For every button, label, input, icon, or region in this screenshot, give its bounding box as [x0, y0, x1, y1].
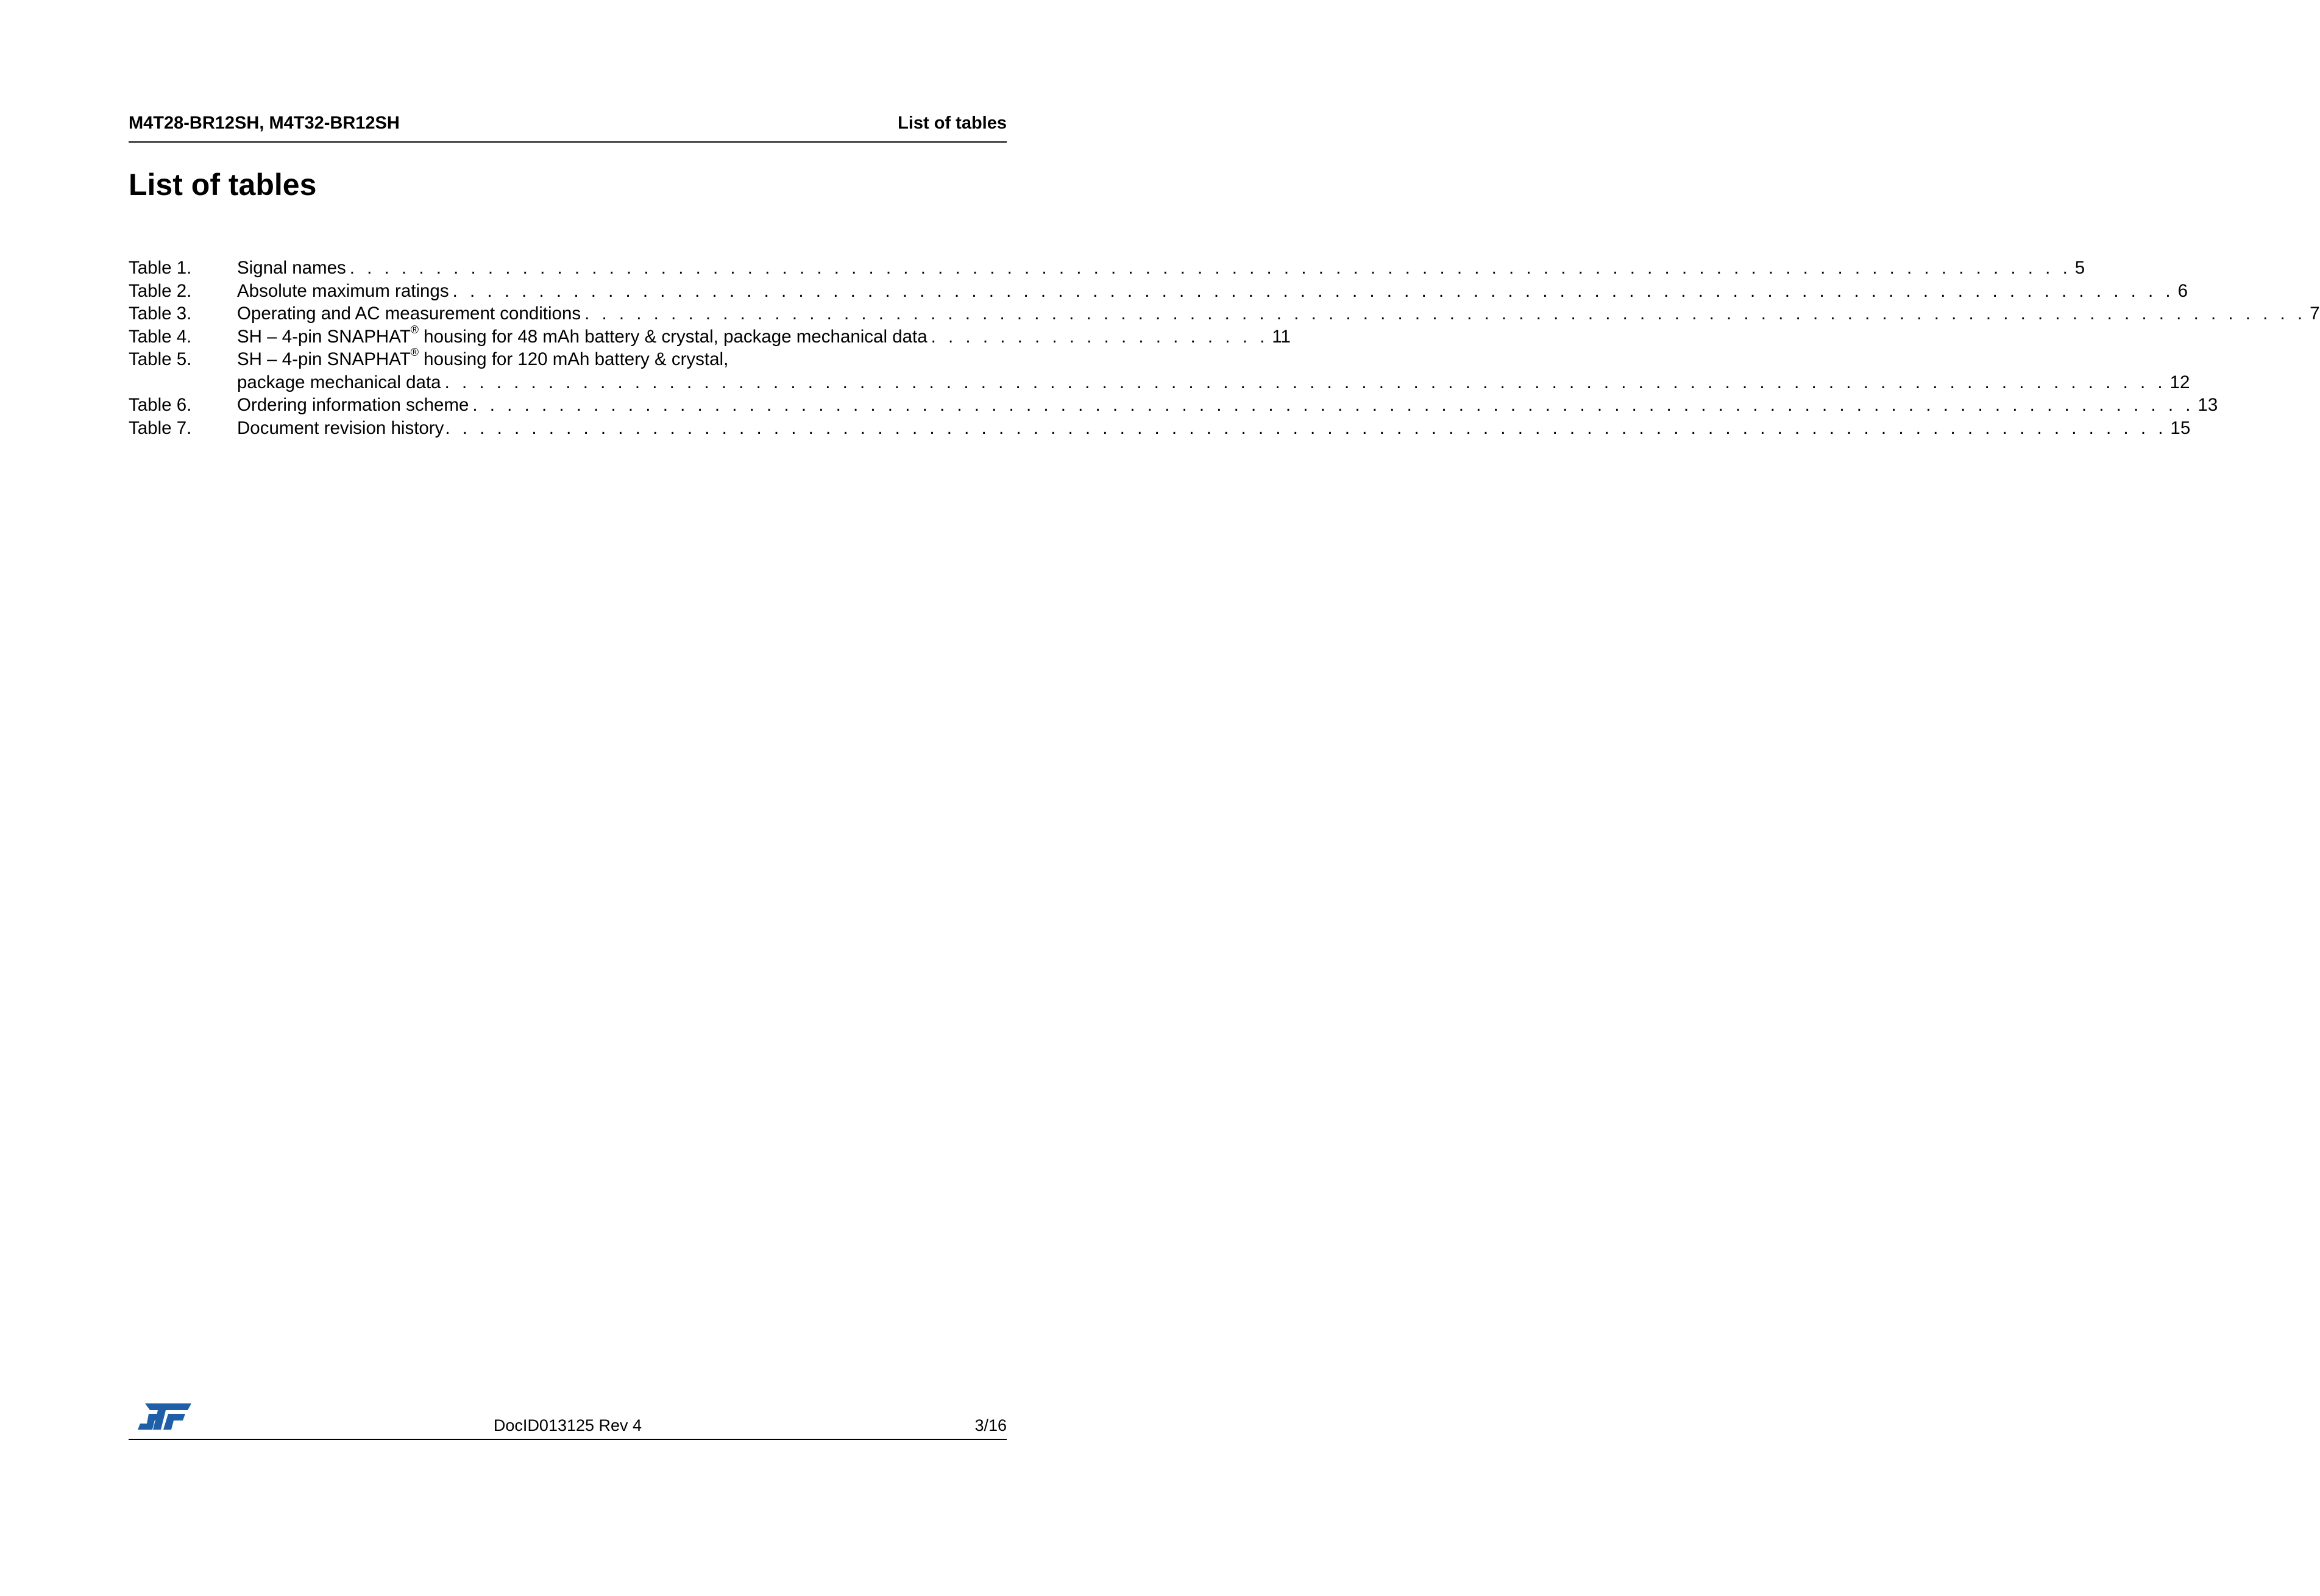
toc-entry-table-3[interactable] — [129, 302, 2320, 325]
page-footer — [129, 1402, 1007, 1440]
toc-entry-page: 12 — [2166, 371, 2190, 394]
toc-entry-title-part: SH – 4-pin SNAPHAT — [237, 349, 411, 369]
toc-entry-label: Table 3. — [129, 303, 192, 324]
toc-leader-dots: . . . . . . . . . . . . . . . . . . . . . . . . . . . . . . . . . . . . . . . . . . . . . . . . . . . . . . . . . . . . . . . . . . . . . . . . . . . . . . . . . . . . . . . . . . . . . . . . . . . . — [444, 372, 2166, 392]
footer-document-id: DocID013125 Rev 4 — [493, 1416, 642, 1435]
toc-leader-dots: . . . . . . . . . . . . . . . . . . . . . . . . . . . . . . . . . . . . . . . . . . . . . . . . . . . . . . . . . . . . . . . . . . . . . . . . . . . . . . . . . . . . . . . . . . . . . . . . . . . . — [472, 395, 2194, 415]
toc-entry-page: 6 — [2174, 280, 2188, 303]
header-section-name: List of tables — [898, 113, 1007, 133]
toc-leader-dots: . . . . . . . . . . . . . . . . . . . . . . . . . . . . . . . . . . . . . . . . . . . . . . . . . . . . . . . . . . . . . . . . . . . . . . . . . . . . . . . . . . . . . . . . . . . . . . . . . . . . — [445, 417, 2167, 438]
toc-entry-title: Document revision history — [237, 417, 445, 440]
toc-entry-title: Ordering information scheme — [237, 394, 472, 417]
toc-entry-page: 15 — [2166, 417, 2190, 440]
toc-entry-title-part: housing for 48 mAh battery & crystal, package mechanical data — [418, 326, 928, 347]
toc-entry-title — [237, 348, 1007, 371]
toc-entry-title: Absolute maximum ratings — [237, 280, 453, 303]
toc-entry-title-part: SH – 4-pin SNAPHAT — [237, 326, 411, 347]
toc-leader-dots: . . . . . . . . . . . . . . . . . . . . . . . . . . . . . . . . . . . . . . . . . . . . . . . . . . . . . . . . . . . . . . . . . . . . . . . . . . . . . . . . . . . . . . . . . . . . . . . . . . . . — [349, 258, 2071, 278]
toc-entry-table-6[interactable] — [129, 394, 2218, 417]
toc-entry-page: 11 — [1268, 325, 1291, 349]
running-header — [129, 110, 1007, 143]
registered-mark: ® — [410, 346, 419, 359]
list-of-tables — [129, 257, 2320, 439]
toc-entry-table-4[interactable] — [129, 323, 1291, 349]
header-document-name: M4T28-BR12SH, M4T32-BR12SH — [129, 113, 400, 133]
toc-entry-table-1[interactable] — [129, 257, 2085, 280]
toc-entry-label: Table 6. — [129, 395, 192, 415]
page-title: List of tables — [129, 168, 317, 202]
toc-entry-label: Table 4. — [129, 326, 192, 347]
toc-entry-label: Table 5. — [129, 349, 192, 369]
toc-entry-label: Table 7. — [129, 417, 192, 438]
toc-entry-table-2[interactable] — [129, 280, 2188, 303]
toc-entry-page: 13 — [2194, 394, 2218, 417]
toc-entry-label: Table 2. — [129, 280, 192, 301]
registered-mark: ® — [410, 323, 419, 336]
toc-entry-title-continued: package mechanical data — [237, 371, 445, 394]
toc-leader-dots: . . . . . . . . . . . . . . . . . . . . . . . . . . . . . . . . . . . . . . . . . . . . . . . . . . . . . . . . . . . . . . . . . . . . . . . . . . . . . . . . . . . . . . . . . . . . . . . . . . . . — [584, 303, 2307, 324]
toc-entry-table-5[interactable] — [129, 346, 2190, 394]
toc-entry-page: 5 — [2071, 257, 2085, 280]
toc-entry-title — [237, 325, 931, 349]
footer-page-number: 3/16 — [974, 1416, 1007, 1435]
toc-entry-title-part: housing for 120 mAh battery & crystal, — [418, 349, 729, 369]
toc-leader-dots: . . . . . . . . . . . . . . . . . . . . . . . . . . . . . . . . . . . . . . . . . . . . . . . . . . . . . . . . . . . . . . . . . . . . . . . . . . . . . . . . . . . . . . . . . . . . . . . . . . . . — [452, 280, 2174, 301]
toc-entry-label: Table 1. — [129, 258, 192, 278]
toc-entry-page: 7 — [2306, 302, 2319, 325]
toc-leader-dots: . . . . . . . . . . . . . . . . . . . . — [931, 326, 1269, 347]
toc-entry-table-7[interactable] — [129, 417, 2191, 440]
toc-entry-title: Operating and AC measurement conditions — [237, 302, 584, 325]
toc-entry-title: Signal names — [237, 257, 350, 280]
